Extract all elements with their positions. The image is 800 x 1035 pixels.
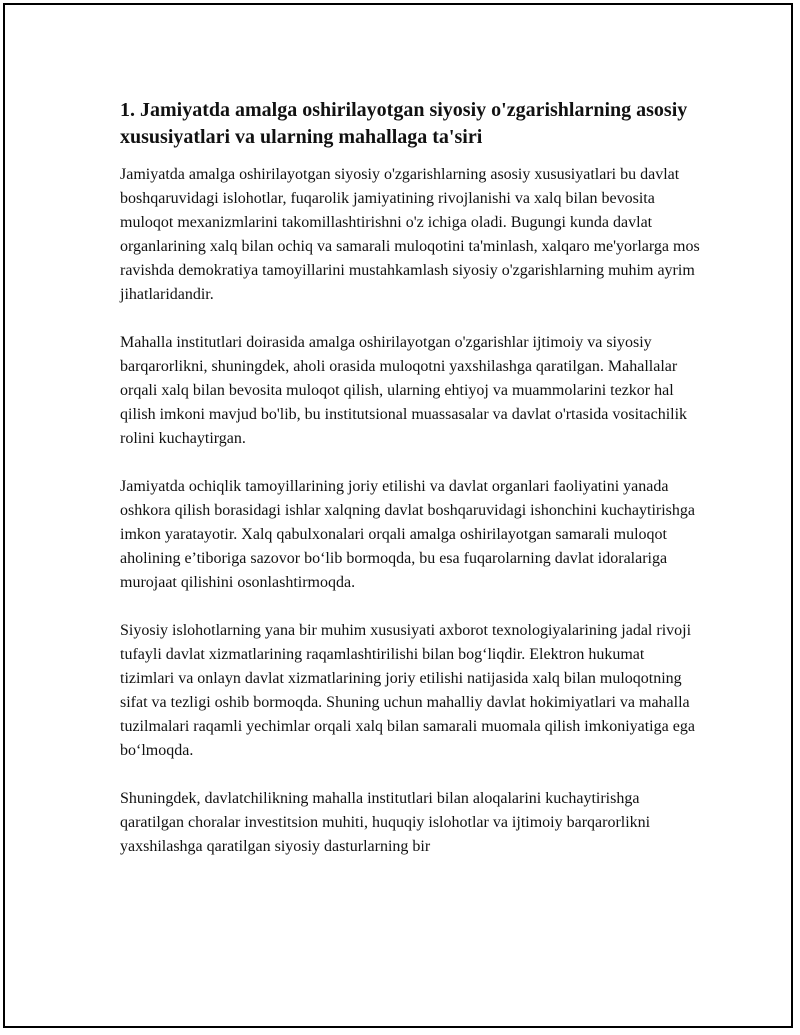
section-heading: 1. Jamiyatda amalga oshirilayotgan siyosiy o'zgarishlarning asosiy xususiyatlari va ularning mahallaga ta'siri [120, 99, 688, 148]
paragraph-2: Mahalla institutlari doirasida amalga oshirilayotgan o'zgarishlar ijtimoiy va siyosiy barqarorlikni, shuningdek, aholi orasida muloqotni yaxshilashga qaratilgan. Mahallalar orqali xalq bilan bevosita muloqot qilish, ularning ehtiyoj va muammolarini tezkor hal qilish imkoni mavjud bo'lib, bu institutsional muassasalar va davlat o'rtasida vositachilik rolini kuchaytirgan. [120, 334, 688, 447]
paragraph-4: Siyosiy islohotlarning yana bir muhim xususiyati axborot texnologiyalarining jadal rivoji tufayli davlat xizmatlarining raqamlashtirilishi bilan bog‘liqdir. Elektron hukumat tizimlari va onlayn davlat xizmatlarining joriy etilishi natijasida xalq bilan muloqotning sifat va tezligi oshib bormoqda. Shuning uchun mahalliy davlat hokimiyatlari va mahalla tuzilmalari raqamli yechimlar orqali xalq bilan samarali muomala qilish imkoniyatiga ega bo‘lmoqda. [120, 622, 695, 759]
document-content [120, 97, 700, 859]
paragraph-3: Jamiyatda ochiqlik tamoyillarining joriy etilishi va davlat organlari faoliyatini yanada oshkora qilish borasidagi ishlar xalqning davlat boshqaruvidagi ishonchini kuchaytirishga imkon yaratayotir. Xalq qabulxonalari orqali amalga oshirilayotgan samarali muloqot aholining e’tiboriga sazovor bo‘lib bormoqda, bu esa fuqarolarning davlat idoralariga murojaat qilishini osonlashtirmoqda. [120, 478, 696, 591]
paragraph-1: Jamiyatda amalga oshirilayotgan siyosiy o'zgarishlarning asosiy xususiyatlari bu davlat boshqaruvidagi islohotlar, fuqarolik jamiyatining rivojlanishi va xalq bilan bevosita muloqot mexanizmlarini takomillashtirishni o'z ichiga oladi. Bugungi kunda davlat organlarining xalq bilan ochiq va samarali muloqotini ta'minlash, xalqaro me'yorlarga mos ravishda demokratiya tamoyillarini mustahkamlash siyosiy o'zgarishlarning muhim ayrim jihatlaridandir. [120, 166, 700, 303]
paragraph-5: Shuningdek, davlatchilikning mahalla institutlari bilan aloqalarini kuchaytirishga qaratilgan choralar investitsion muhiti, huquqiy islohotlar va ijtimoiy barqarorlikni yaxshilashga qaratilgan siyosiy dasturlarning bir [120, 790, 651, 855]
document-page [3, 3, 793, 1028]
